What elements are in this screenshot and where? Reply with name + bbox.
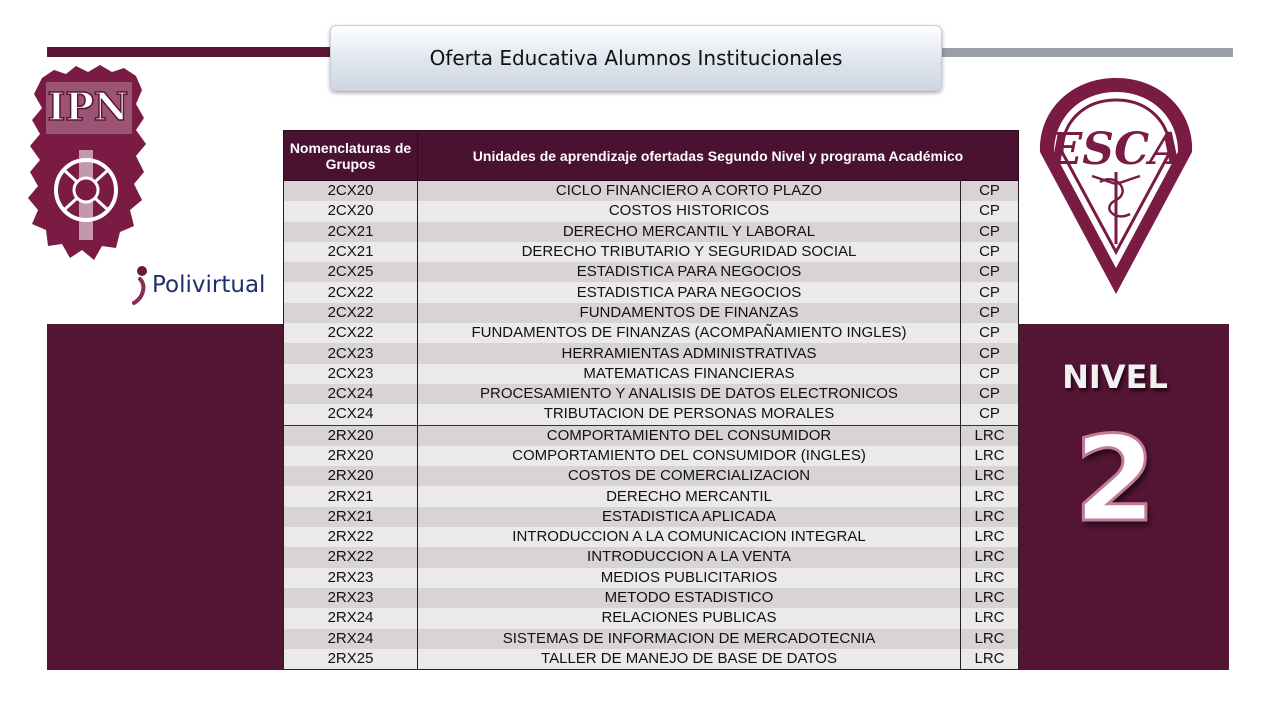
program-cell: CP [961, 242, 1019, 262]
nivel-number: 2 [1073, 410, 1157, 548]
program-cell: LRC [961, 547, 1019, 567]
program-cell: CP [961, 201, 1019, 221]
group-cell: 2CX21 [284, 242, 418, 262]
polivirtual-text: Polivirtual [152, 272, 266, 298]
polivirtual-mark-icon [128, 263, 150, 307]
group-cell: 2RX25 [284, 649, 418, 670]
unit-cell: INTRODUCCION A LA VENTA [418, 547, 961, 567]
program-cell: LRC [961, 425, 1019, 446]
unit-cell: DERECHO MERCANTIL [418, 486, 961, 506]
unit-cell: TALLER DE MANEJO DE BASE DE DATOS [418, 649, 961, 670]
unit-cell: ESTADISTICA APLICADA [418, 507, 961, 527]
table-row [284, 404, 1019, 425]
program-cell: CP [961, 323, 1019, 343]
table-row [284, 282, 1019, 302]
unit-cell: COSTOS HISTORICOS [418, 201, 961, 221]
table-row [284, 303, 1019, 323]
table-row [284, 649, 1019, 670]
program-cell: CP [961, 262, 1019, 282]
group-cell: 2RX23 [284, 568, 418, 588]
program-cell: CP [961, 384, 1019, 404]
header-groups: Nomenclaturas de Grupos [284, 131, 418, 181]
oferta-table-container [283, 130, 1018, 670]
unit-cell: INTRODUCCION A LA COMUNICACION INTEGRAL [418, 527, 961, 547]
unit-cell: ESTADISTICA PARA NEGOCIOS [418, 282, 961, 302]
esca-logo-icon [1030, 72, 1202, 300]
program-cell: LRC [961, 629, 1019, 649]
group-cell: 2RX21 [284, 486, 418, 506]
unit-cell: MEDIOS PUBLICITARIOS [418, 568, 961, 588]
group-cell: 2CX24 [284, 384, 418, 404]
program-cell: CP [961, 181, 1019, 202]
program-cell: LRC [961, 608, 1019, 628]
table-row [284, 343, 1019, 363]
table-row [284, 181, 1019, 202]
program-cell: LRC [961, 446, 1019, 466]
table-row [284, 527, 1019, 547]
table-row [284, 629, 1019, 649]
esca-logo-text: ESCA [1048, 124, 1184, 175]
unit-cell: COMPORTAMIENTO DEL CONSUMIDOR [418, 425, 961, 446]
unit-cell: HERRAMIENTAS ADMINISTRATIVAS [418, 343, 961, 363]
program-cell: LRC [961, 507, 1019, 527]
table-header-row [284, 131, 1019, 181]
unit-cell: FUNDAMENTOS DE FINANZAS [418, 303, 961, 323]
program-cell: CP [961, 303, 1019, 323]
program-cell: CP [961, 222, 1019, 242]
table-row [284, 262, 1019, 282]
group-cell: 2RX24 [284, 608, 418, 628]
unit-cell: TRIBUTACION DE PERSONAS MORALES [418, 404, 961, 425]
group-cell: 2CX25 [284, 262, 418, 282]
nivel-label: NIVEL [1062, 358, 1168, 396]
page-title-text: Oferta Educativa Alumnos Institucionales [429, 46, 843, 70]
table-row [284, 486, 1019, 506]
table-row [284, 466, 1019, 486]
program-cell: LRC [961, 588, 1019, 608]
top-right-accent-bar [938, 48, 1233, 57]
unit-cell: RELACIONES PUBLICAS [418, 608, 961, 628]
group-cell: 2RX21 [284, 507, 418, 527]
top-left-accent-bar [47, 47, 337, 57]
unit-cell: COSTOS DE COMERCIALIZACION [418, 466, 961, 486]
table-row [284, 588, 1019, 608]
table-row [284, 425, 1019, 446]
table-row [284, 323, 1019, 343]
program-cell: LRC [961, 466, 1019, 486]
table-body [284, 181, 1019, 670]
unit-cell: MATEMATICAS FINANCIERAS [418, 364, 961, 384]
program-cell: LRC [961, 527, 1019, 547]
table-row [284, 507, 1019, 527]
unit-cell: PROCESAMIENTO Y ANALISIS DE DATOS ELECTRONICOS [418, 384, 961, 404]
unit-cell: COMPORTAMIENTO DEL CONSUMIDOR (INGLES) [418, 446, 961, 466]
group-cell: 2CX23 [284, 343, 418, 363]
ipn-logo-icon [24, 60, 154, 270]
table-row [284, 364, 1019, 384]
table-row [284, 568, 1019, 588]
unit-cell: DERECHO TRIBUTARIO Y SEGURIDAD SOCIAL [418, 242, 961, 262]
group-cell: 2CX20 [284, 181, 418, 202]
table-row [284, 547, 1019, 567]
group-cell: 2RX22 [284, 547, 418, 567]
program-cell: LRC [961, 649, 1019, 670]
program-cell: CP [961, 343, 1019, 363]
program-cell: CP [961, 404, 1019, 425]
group-cell: 2CX22 [284, 282, 418, 302]
table-row [284, 446, 1019, 466]
program-cell: CP [961, 282, 1019, 302]
program-cell: CP [961, 364, 1019, 384]
group-cell: 2RX23 [284, 588, 418, 608]
table-row [284, 242, 1019, 262]
unit-cell: CICLO FINANCIERO A CORTO PLAZO [418, 181, 961, 202]
table-row [284, 384, 1019, 404]
unit-cell: METODO ESTADISTICO [418, 588, 961, 608]
unit-cell: SISTEMAS DE INFORMACION DE MERCADOTECNIA [418, 629, 961, 649]
unit-cell: ESTADISTICA PARA NEGOCIOS [418, 262, 961, 282]
group-cell: 2CX22 [284, 303, 418, 323]
unit-cell: FUNDAMENTOS DE FINANZAS (ACOMPAÑAMIENTO INGLES) [418, 323, 961, 343]
table-row [284, 222, 1019, 242]
group-cell: 2CX21 [284, 222, 418, 242]
group-cell: 2CX22 [284, 323, 418, 343]
group-cell: 2RX24 [284, 629, 418, 649]
header-units: Unidades de aprendizaje ofertadas Segundo Nivel y programa Académico [418, 131, 1019, 181]
group-cell: 2RX20 [284, 425, 418, 446]
oferta-table [283, 130, 1019, 670]
group-cell: 2RX22 [284, 527, 418, 547]
program-cell: LRC [961, 486, 1019, 506]
group-cell: 2CX23 [284, 364, 418, 384]
polivirtual-logo [128, 262, 265, 308]
group-cell: 2CX20 [284, 201, 418, 221]
program-cell: LRC [961, 568, 1019, 588]
group-cell: 2CX24 [284, 404, 418, 425]
table-row [284, 608, 1019, 628]
table-row [284, 201, 1019, 221]
group-cell: 2RX20 [284, 446, 418, 466]
page-title [330, 25, 942, 91]
unit-cell: DERECHO MERCANTIL Y LABORAL [418, 222, 961, 242]
ipn-logo-text: IPN [47, 84, 129, 129]
group-cell: 2RX20 [284, 466, 418, 486]
